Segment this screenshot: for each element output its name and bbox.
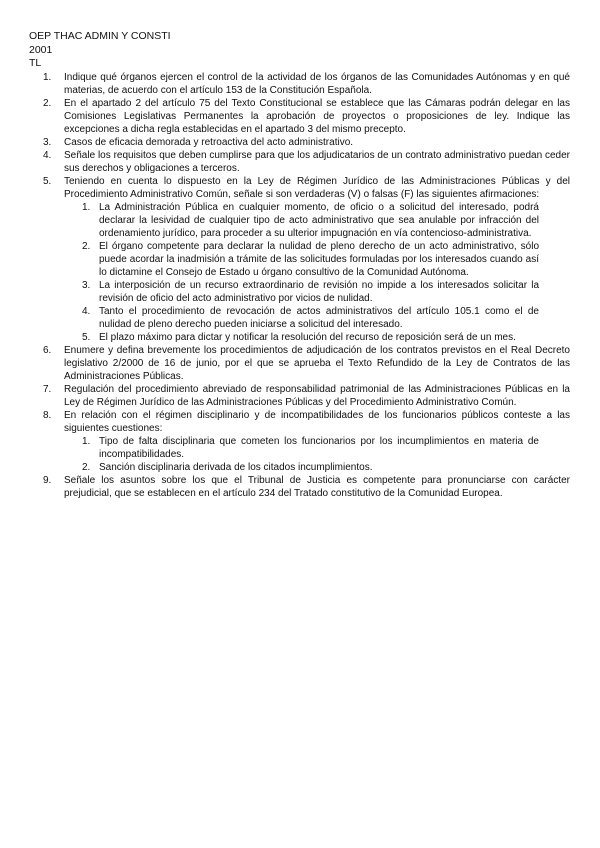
statement-item (0, 331, 570, 344)
statement-list (64, 201, 570, 344)
question-9 (0, 474, 600, 500)
question-text: En relación con el régimen disciplinario y de incompatibilidades de los funcionarios públicos conteste a las siguientes cuestiones: (64, 410, 570, 434)
exam-title: OEP THAC ADMIN Y CONSTI (29, 30, 171, 42)
sub-question-text: Sanción disciplinaria derivada de los citados incumplimientos. (99, 462, 373, 473)
statement-text: La interposición de un recurso extraordinario de revisión no impide a los interesados solicitar la revisión de oficio del acto administrativo por vicios de nulidad. (99, 280, 539, 304)
question-5 (0, 175, 600, 344)
sub-question-item (0, 435, 570, 461)
document-header (29, 30, 171, 71)
exam-code: TL (29, 57, 42, 69)
statement-item (0, 240, 570, 279)
question-4 (0, 149, 600, 175)
question-number: 5. (43, 176, 52, 187)
sub-question-number: 1. (82, 436, 91, 447)
sub-question-item (0, 461, 570, 474)
question-number: 1. (43, 72, 52, 83)
statement-item (0, 201, 570, 240)
question-text: Regulación del procedimiento abreviado de responsabilidad patrimonial de las Administraciones Públicas en la Ley de Régimen Jurídico de las Administraciones Públicas y del Procedimiento Administrativo Común. (64, 384, 570, 408)
sub-question-number: 2. (82, 462, 91, 473)
question-2 (0, 97, 600, 136)
question-6 (0, 344, 600, 383)
question-7 (0, 383, 600, 409)
exam-year: 2001 (29, 43, 53, 56)
statement-number: 4. (82, 306, 91, 317)
question-number: 4. (43, 150, 52, 161)
statement-item (0, 279, 570, 305)
question-text: Señale los asuntos sobre los que el Tribunal de Justicia es competente para pronunciarse con carácter prejudicial, que se establecen en el artículo 234 del Tratado constitutivo de la Comunidad Europea. (64, 475, 570, 499)
statement-number: 3. (82, 280, 91, 291)
question-1 (0, 71, 600, 97)
question-number: 2. (43, 98, 52, 109)
question-number: 7. (43, 384, 52, 395)
question-number: 8. (43, 410, 52, 421)
question-text: En el apartado 2 del artículo 75 del Texto Constitucional se establece que las Cámaras podrán delegar en las Comisiones Legislativas Permanentes la aprobación de proyectos o proposiciones de ley. Indique las excepciones a dicha regla establecidas en el apartado 3 del mismo precepto. (64, 98, 570, 135)
question-number: 6. (43, 345, 52, 356)
statement-number: 5. (82, 332, 91, 343)
question-text: Casos de eficacia demorada y retroactiva del acto administrativo. (64, 137, 354, 148)
statement-text: La Administración Pública en cualquier momento, de oficio o a solicitud del interesado, podrá declarar la lesividad de cualquier tipo de acto administrativo que sea anulable por infracción del ordenamiento jurídico, para proceder a su ulterior impugnación en vía contencioso-administrativa. (99, 202, 539, 239)
statement-number: 2. (82, 241, 91, 252)
statement-number: 1. (82, 202, 91, 213)
question-list (0, 71, 600, 500)
question-text: Enumere y defina brevemente los procedimientos de adjudicación de los contratos previstos en el Real Decreto legislativo 2/2000 de 16 de junio, por el que se aprueba el Texto Refundido de la Ley de Contratos de las Administraciones Públicas. (64, 345, 570, 382)
question-text: Indique qué órganos ejercen el control de la actividad de los órganos de las Comunidades Autónomas y en qué materias, de acuerdo con el artículo 153 de la Constitución Española. (64, 72, 570, 96)
sub-question-list (64, 435, 570, 474)
question-number: 3. (43, 137, 52, 148)
statement-text: Tanto el procedimiento de revocación de actos administrativos del artículo 105.1 como el de nulidad de pleno derecho pueden iniciarse a solicitud del interesado. (99, 306, 539, 330)
statement-text: El órgano competente para declarar la nulidad de pleno derecho de un acto administrativo, sólo puede acordar la inadmisión a trámite de las solicitudes formuladas por los interesados cuando así lo dictamine el Consejo de Estado u órgano consultivo de la Comunidad Autónoma. (99, 241, 539, 278)
question-8 (0, 409, 600, 474)
statement-item (0, 305, 570, 331)
sub-question-text: Tipo de falta disciplinaria que cometen los funcionarios por los incumplimientos en materia de incompatibilidades. (99, 436, 539, 460)
question-3 (0, 136, 600, 149)
statement-text: El plazo máximo para dictar y notificar la resolución del recurso de reposición será de un mes. (99, 332, 516, 343)
question-text: Señale los requisitos que deben cumplirse para que los adjudicatarios de un contrato administrativo puedan ceder sus derechos y obligaciones a terceros. (64, 150, 570, 174)
question-text: Teniendo en cuenta lo dispuesto en la Ley de Régimen Jurídico de las Administraciones Públicas y del Procedimiento Administrativo Común, señale si son verdaderas (V) o falsas (F) las siguientes afirmaciones: (64, 176, 570, 200)
question-number: 9. (43, 475, 52, 486)
